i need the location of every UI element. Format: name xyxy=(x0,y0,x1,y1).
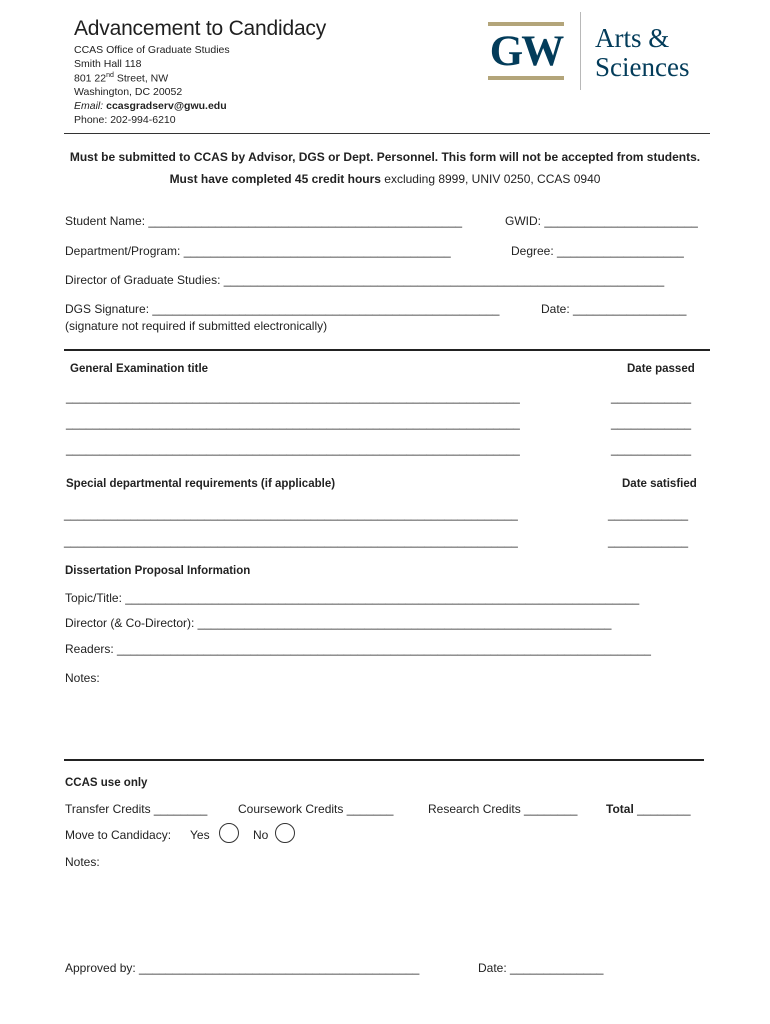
logo-divider xyxy=(580,12,581,90)
approved-date-field[interactable]: Date: ______________ xyxy=(478,961,604,975)
email-label: Email: xyxy=(74,100,104,112)
total-credits-field[interactable] xyxy=(606,802,691,816)
special-requirement-line[interactable]: ____________________________________________________________________ xyxy=(64,507,518,521)
coursework-credits-field[interactable]: Coursework Credits _______ xyxy=(238,802,394,816)
exam-title-line[interactable]: ____________________________________________________________________ xyxy=(66,416,520,430)
dgs-signature-field[interactable]: DGS Signature: ____________________________________________________ xyxy=(65,302,500,316)
exam-date-line[interactable]: ____________ xyxy=(611,416,692,430)
signature-note: (signature not required if submitted electronically) xyxy=(65,319,328,333)
header-divider xyxy=(64,133,710,134)
credit-notice-bold: Must have completed 45 credit hours xyxy=(169,172,381,186)
ccas-notes-label: Notes: xyxy=(65,855,100,869)
credit-notice xyxy=(0,172,770,186)
no-label: No xyxy=(253,828,269,842)
transfer-credits-field[interactable]: Transfer Credits ________ xyxy=(65,802,208,816)
special-requirements-header: Special departmental requirements (if applicable) xyxy=(66,478,336,490)
total-line[interactable]: ________ xyxy=(633,802,691,816)
phone: Phone: 202-994-6210 xyxy=(74,114,176,126)
email-link[interactable]: ccasgradserv@gwu.edu xyxy=(103,100,227,112)
topic-field[interactable]: Topic/Title: _____________________________________________________________________________ xyxy=(65,591,640,605)
department-field[interactable]: Department/Program: ________________________________________ xyxy=(65,244,451,258)
section-divider-1 xyxy=(64,349,710,351)
exam-date-line[interactable]: ____________ xyxy=(611,442,692,456)
credit-notice-rest: excluding 8999, UNIV 0250, CCAS 0940 xyxy=(380,172,601,186)
special-requirement-line[interactable]: ____________________________________________________________________ xyxy=(64,534,518,548)
submission-notice: Must be submitted to CCAS by Advisor, DGS or Dept. Personnel. This form will not be accepted from students. xyxy=(69,150,701,164)
street-name: Street, NW xyxy=(113,72,169,85)
exam-date-line[interactable]: ____________ xyxy=(611,390,692,404)
gw-logo xyxy=(488,22,564,82)
section-divider-2 xyxy=(64,759,704,761)
dissertation-notes-label: Notes: xyxy=(65,671,100,685)
street-address xyxy=(74,72,168,85)
special-date-header: Date satisfied xyxy=(622,478,697,490)
move-to-candidacy-label: Move to Candidacy: xyxy=(65,828,172,842)
dgs-date-field[interactable]: Date: _________________ xyxy=(541,302,687,316)
email[interactable] xyxy=(74,100,227,112)
total-label: Total xyxy=(606,802,634,816)
yes-radio[interactable] xyxy=(219,823,239,843)
exam-title-line[interactable]: ____________________________________________________________________ xyxy=(66,442,520,456)
exam-title-header: General Examination title xyxy=(70,363,209,375)
building: Smith Hall 118 xyxy=(74,58,142,70)
exam-date-header: Date passed xyxy=(627,363,695,375)
page-title: Advancement to Candidacy xyxy=(74,17,327,40)
special-date-line[interactable]: ____________ xyxy=(608,507,689,521)
degree-field[interactable]: Degree: ___________________ xyxy=(511,244,684,258)
gw-logo-top-bar xyxy=(488,22,564,26)
street-number: 801 22 xyxy=(74,72,107,85)
gwid-field[interactable]: GWID: _______________________ xyxy=(505,214,698,228)
dgs-field[interactable]: Director of Graduate Studies: __________________________________________________________________ xyxy=(65,273,665,287)
no-radio[interactable] xyxy=(275,823,295,843)
arts-sciences-line1: Arts & xyxy=(595,23,670,53)
city: Washington, DC 20052 xyxy=(74,86,183,98)
special-date-line[interactable]: ____________ xyxy=(608,534,689,548)
dissertation-header: Dissertation Proposal Information xyxy=(65,565,251,577)
student-name-field[interactable]: Student Name: _______________________________________________ xyxy=(65,214,463,228)
street-suffix: nd xyxy=(106,72,114,79)
director-field[interactable]: Director (& Co-Director): ______________________________________________________________ xyxy=(65,616,612,630)
research-credits-field[interactable]: Research Credits ________ xyxy=(428,802,578,816)
gw-logo-text: GW xyxy=(489,28,563,75)
ccas-header: CCAS use only xyxy=(65,777,148,789)
office-name: CCAS Office of Graduate Studies xyxy=(74,44,230,56)
exam-title-line[interactable]: ____________________________________________________________________ xyxy=(66,390,520,404)
arts-sciences-line2: Sciences xyxy=(595,52,690,82)
yes-label: Yes xyxy=(190,828,210,842)
approved-by-field[interactable]: Approved by: __________________________________________ xyxy=(65,961,420,975)
gw-logo-bottom-bar xyxy=(488,76,564,80)
readers-field[interactable]: Readers: ________________________________________________________________________________ xyxy=(65,642,651,656)
